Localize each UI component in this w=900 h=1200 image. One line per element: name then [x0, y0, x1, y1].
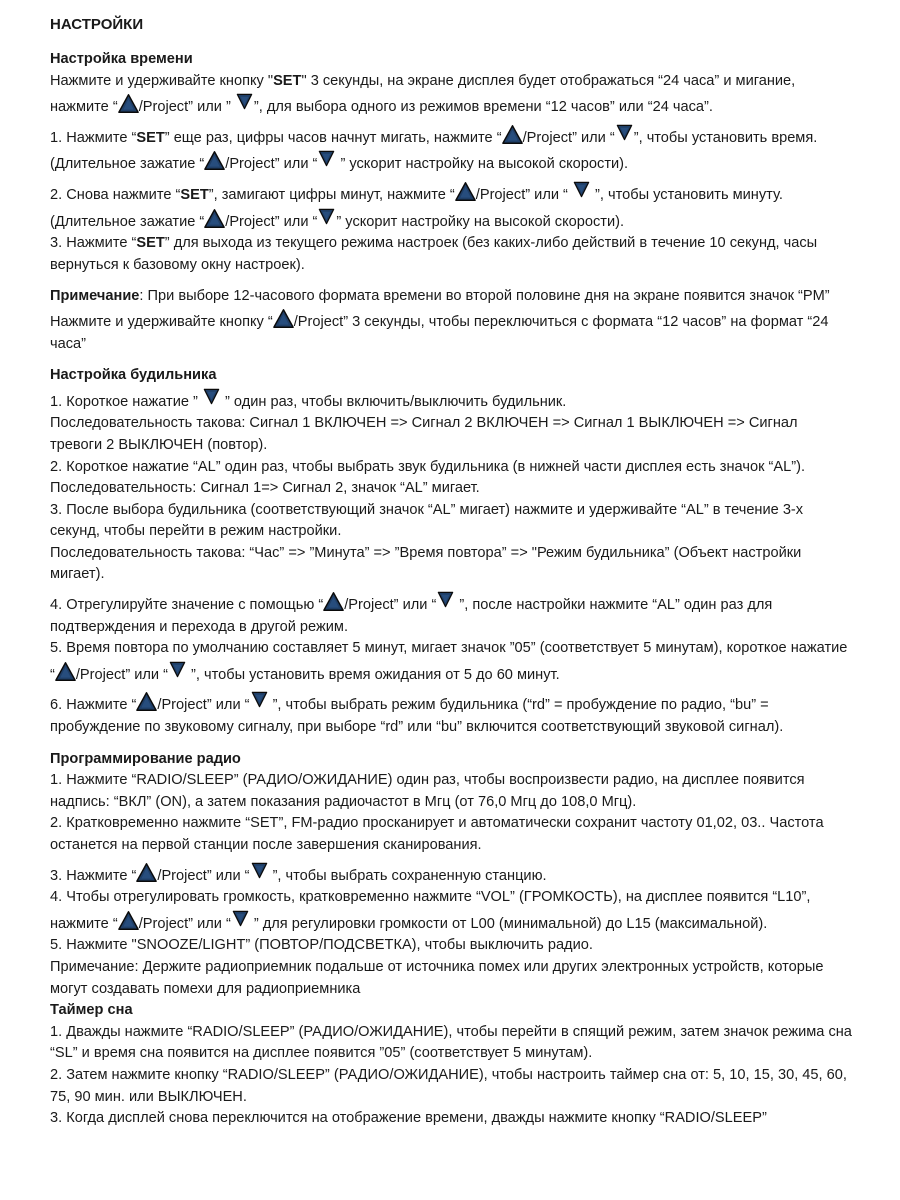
sleep-timer-heading: Таймер сна — [50, 1002, 133, 1019]
radio-step-2: 2. Кратковременно нажмите “SET”, FM-радио просканирует и автоматически сохранит частоту 01,02, 03.. Частота останется на первой станции после завершения сканирования. — [50, 815, 824, 853]
up-triangle-icon — [502, 124, 523, 145]
down-triangle-icon — [317, 149, 336, 168]
alarm-step-4: 4. Отрегулируйте значение с помощью “ /Project” или “ ”, после настройки нажмите “AL” один раз для подтверждения и перехода в другой режим. — [50, 590, 852, 638]
radio-step-5: 5. Нажмите "SNOOZE/LIGHT” (ПОВТОР/ПОДСВЕТКА), чтобы выключить радио. — [50, 937, 593, 954]
sleep-step-2: 2. Затем нажмите кнопку “RADIO/SLEEP” (РАДИО/ОЖИДАНИЕ), чтобы настроить таймер сна от: 5, 10, 15, 30, 45, 60, 75, 90 мин. или ВЫКЛЮЧЕН. — [50, 1066, 847, 1105]
alarm-sequence-1: Последовательность такова: Сигнал 1 ВКЛЮЧЕН => Сигнал 2 ВКЛЮЧЕН => Сигнал 1 ВЫКЛЮЧЕН => Сигнал тревоги 2 ВЫКЛЮЧЕН (повтор). — [50, 415, 798, 453]
time-step-3: 3. Нажмите “SET” для выхода из текущего режима настроек (без каких-либо действий в течение 10 секунд, часы вернуться к базовому окну настроек). — [50, 235, 818, 273]
up-triangle-icon — [118, 93, 139, 114]
alarm-step-1: 1. Короткое нажатие ” ” один раз, чтобы включить/выключить будильник. — [50, 387, 852, 414]
time-format-note: Примечание: При выборе 12-часового формата времени во второй половине дня на экране появится значок “PM” Нажмите и удерживайте кнопку “ /Project” 3 секунды, чтобы переключиться с формата “12 часов” на формат “24 часа” — [50, 288, 830, 352]
up-triangle-icon — [204, 150, 225, 171]
time-settings-heading: Настройка времени — [50, 51, 193, 67]
up-triangle-icon — [136, 862, 157, 883]
up-triangle-icon — [323, 591, 344, 612]
time-step-2: 2. Снова нажмите “SET”, замигают цифры минут, нажмите “ /Project” или “ ”, чтобы установить минуту. (Длительное зажатие “ /Project” или “ ” ускорит настройку на высокой скорости). — [50, 180, 852, 233]
down-triangle-icon — [436, 590, 455, 609]
down-triangle-icon — [202, 387, 221, 406]
alarm-step-5: 5. Время повтора по умолчанию составляет 5 минут, мигает значок ”05” (соответствует 5 минутам), короткое нажатие “ /Project” или “ ”, чтобы установить время ожидания от 5 до 60 минут. — [50, 640, 848, 683]
down-triangle-icon — [235, 92, 254, 111]
down-triangle-icon — [572, 180, 591, 199]
radio-note: Примечание: Держите радиоприемник подальше от источника помех или других электронных устройств, которые могут создавать помехи для радиоприемника — [50, 958, 824, 997]
down-triangle-icon — [168, 660, 187, 679]
down-triangle-icon — [250, 861, 269, 880]
alarm-step-3: 3. После выбора будильника (соответствующий значок “AL” мигает) нажмите и удерживайте “AL” в течение 3-х секунд, чтобы перейти в режим настройки. — [50, 501, 804, 540]
alarm-settings-heading: Настройка будильника — [50, 367, 217, 384]
sleep-step-1: 1. Дважды нажмите “RADIO/SLEEP” (РАДИО/ОЖИДАНИЕ), чтобы перейти в спящий режим, затем значок режима сна “SL” и время сна появится на дисплее появится ”05” (соответствует 5 минутам). — [50, 1023, 852, 1062]
alarm-step-2: 2. Короткое нажатие “AL” один раз, чтобы выбрать звук будильника (в нижней части дисплея есть значок “AL”). Последовательность: Сигнал 1=> Сигнал 2, значок “AL” мигает. — [50, 458, 805, 497]
up-triangle-icon — [118, 910, 139, 931]
up-triangle-icon — [455, 181, 476, 202]
radio-programming-heading: Программирование радио — [50, 750, 241, 767]
radio-step-1: 1. Нажмите “RADIO/SLEEP” (РАДИО/ОЖИДАНИЕ) один раз, чтобы воспроизвести радио, на дисплее появится надпись: “ВКЛ” (ON), а затем показания радиочастот в Мгц (от 76,0 Мгц до 108,0 Мгц). — [50, 772, 805, 810]
down-triangle-icon — [317, 207, 336, 226]
down-triangle-icon — [231, 909, 250, 928]
time-step-1: 1. Нажмите “SET” еще раз, цифры часов начнут мигать, нажмите “ /Project” или “ ”, чтобы установить время. (Длительное зажатие “ /Project” или “ ” ускорит настройку на высокой скорости). — [50, 123, 852, 176]
alarm-sequence-2: Последовательность такова: “Час” => ”Минута” => ”Время повтора” => "Режим будильника” (Объект настройки мигает). — [50, 544, 802, 583]
up-triangle-icon — [204, 208, 225, 229]
sleep-step-3: 3. Когда дисплей снова переключится на отображение времени, дважды нажмите кнопку “RADIO/SLEEP” — [50, 1110, 767, 1127]
radio-step-4: 4. Чтобы отрегулировать громкость, кратковременно нажмите “VOL” (ГРОМКОСТЬ), на дисплее появится “L10”, нажмите “ /Project” или “ ” для регулировки громкости от L00 (минимальной) до L15 (максимальной). — [50, 889, 811, 932]
up-triangle-icon — [55, 661, 76, 682]
down-triangle-icon — [250, 690, 269, 709]
up-triangle-icon — [273, 308, 294, 329]
time-intro: Нажмите и удерживайте кнопку "SET" 3 секунды, на экране дисплея будет отображаться “24 часа” и мигание, нажмите “ /Project” или ” ”, для выбора одного из режимов времени “12 часов” или “24 часа”. — [50, 72, 796, 116]
radio-step-3: 3. Нажмите “ /Project” или “ ”, чтобы выбрать сохраненную станцию. — [50, 861, 852, 888]
up-triangle-icon — [136, 691, 157, 712]
down-triangle-icon — [615, 123, 634, 142]
alarm-step-6: 6. Нажмите “ /Project” или “ ”, чтобы выбрать режим будильника (“rd” = пробуждение по радио, “bu” = пробуждение по звуковому сигналу, при выборе “rd” или “bu” включится соответствующий звуковой сигнал). — [50, 690, 852, 738]
page-title: НАСТРОЙКИ — [50, 16, 144, 33]
